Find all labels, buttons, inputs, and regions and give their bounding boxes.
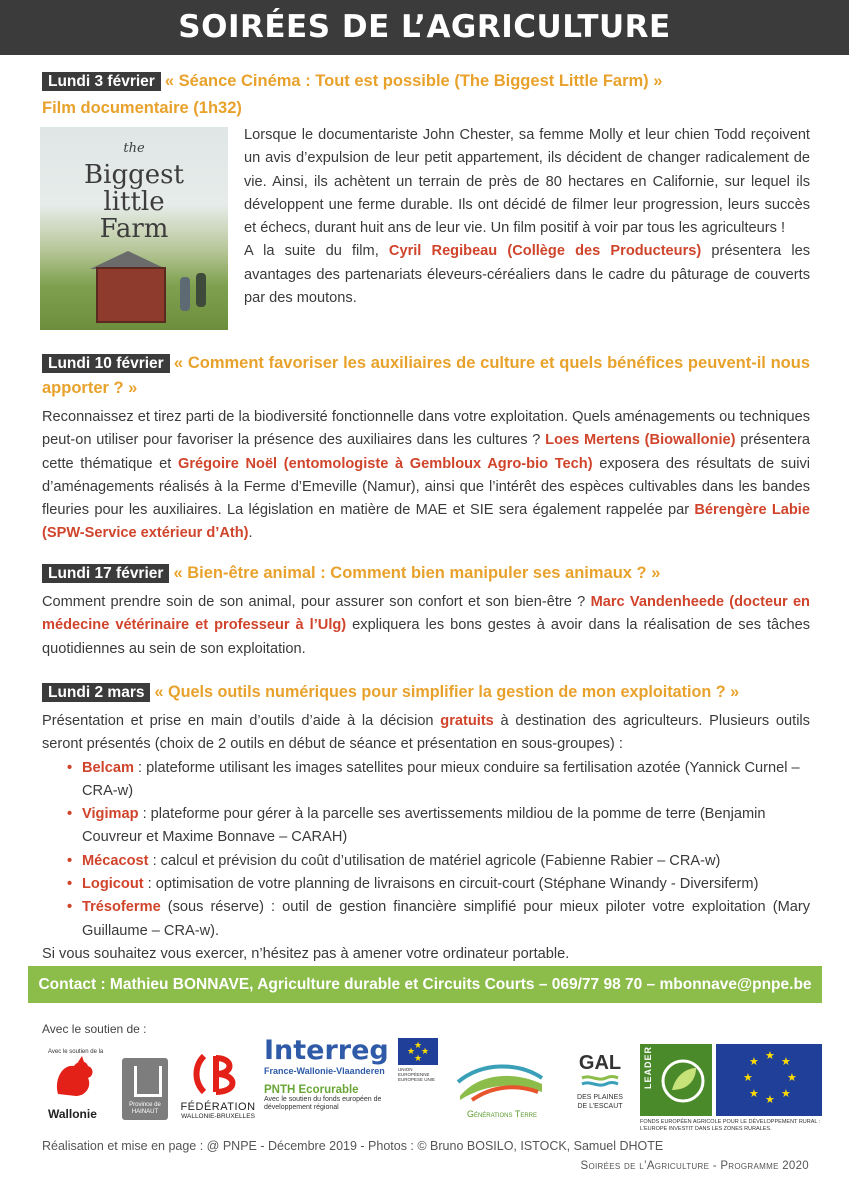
interreg-logo: Interreg ★ ★ ★ ★ France-Wallonie-Vlaanderen UNION EUROPÉENNE EUROPESE UNIE PNTH Ecorurable Avec le soutien du fonds européen de développement régional: [264, 1036, 440, 1132]
feader-caption: FONDS EUROPÉEN AGRICOLE POUR LE DÉVELOPPEMENT RURAL : L’EUROPE INVESTIT DANS LES ZONES RURALES.: [640, 1119, 821, 1132]
list-item: • Belcam : plateforme utilisant les images satellites pour mieux conduire sa fertilisation azotée (Yannick Curnel – CRA-w): [82, 757, 810, 804]
date-label: Lundi 3 février: [42, 72, 161, 91]
section-outils: [42, 680, 810, 966]
section-title: « Bien-être animal : Comment bien manipuler ses animaux ? »: [173, 564, 661, 582]
contact-bar: Contact : Mathieu BONNAVE, Agriculture durable et Circuits Courts – 069/77 98 70 – mbonnave@pnpe.be: [28, 966, 822, 1003]
movie-poster: [40, 127, 228, 330]
page-title: SOIRÉES DE L’AGRICULTURE: [0, 0, 849, 55]
poster-title-line: Farm: [99, 214, 169, 244]
landscape-icon: [452, 1052, 548, 1104]
paragraph: Lorsque le documentariste John Chester, sa femme Molly et leur chien Todd reçoivent un avis d’expulsion de leur petit appartement, ils décident de changer radicalement de vie. Ainsi, ils achètent un terrain de près de 80 hectares en Californie, sur lequel ils développent une ferme durable. Ils ont décidé de filmer leur progression, leurs succès et échecs, durant huit ans de leur vie. Un film positif à voir par tous les agriculteurs !: [244, 127, 810, 237]
rooster-icon: [48, 1056, 100, 1102]
tools-list: [42, 757, 810, 943]
wallonie-logo: Avec le soutien de la Wallonie: [48, 1049, 104, 1121]
paragraph: A la suite du film, Cyril Regibeau (Collège des Producteurs) présentera les avantages des partenariats éleveurs-céréaliers dans le cadre du pâturage de couverts par des moutons.: [244, 243, 810, 307]
credits-line: Réalisation et mise en page : @ PNPE - Décembre 2019 - Photos : © Bruno BOSILO, ISTOCK, Samuel DHOTE: [42, 1139, 664, 1153]
speaker-name: Loes Mertens (Biowallonie): [545, 432, 736, 449]
fwb-mark-icon: [190, 1052, 246, 1096]
section-title: « Comment favoriser les auxiliaires de culture et quels bénéfices peuvent-il nous apporter ? »: [42, 354, 810, 397]
eu-flag-icon: ★ ★ ★ ★ ★ ★ ★ ★: [716, 1044, 822, 1116]
speaker-name: Grégoire Noël (entomologiste à Gembloux Agro-bio Tech): [178, 455, 593, 472]
section-cinema-text: [244, 124, 810, 310]
program-line: Soirées de l’Agriculture - Programme 2020: [580, 1160, 809, 1172]
closing-note: Si vous souhaitez vous exercer, n’hésitez pas à amener votre ordinateur portable.: [42, 945, 570, 962]
support-label: Avec le soutien de :: [42, 1022, 147, 1036]
federation-logo: FÉDÉRATION WALLONIE-BRUXELLES: [180, 1052, 256, 1124]
barn-shape: [96, 267, 166, 323]
poster-title-line: little: [103, 187, 165, 217]
speaker-name: Bérengère Labie (SPW-Service extérieur d’Ath): [42, 502, 810, 542]
paragraph: Présentation et prise en main d’outils d’aide à la décision gratuits à destination des agriculteurs. Plusieurs outils seront présentés (choix de 2 outils en début de séance et présentation en sous-groupes) :: [42, 713, 810, 753]
date-label: Lundi 17 février: [42, 564, 169, 583]
list-item: • Logicout : optimisation de votre planning de livraisons en circuit-court (Stéphane Winandy - Diversiferm): [82, 873, 810, 896]
leader-logo: LEADER: [640, 1044, 712, 1116]
gal-logo: GAL DES PLAINES DE L’ESCAUT: [577, 1052, 623, 1110]
leaf-icon: [658, 1056, 708, 1106]
section-bien-etre: [42, 561, 810, 661]
section-title: « Quels outils numériques pour simplifier la gestion de mon exploitation ? »: [154, 683, 740, 701]
list-item: • Mécacost : calcul et prévision du coût d’utilisation de matériel agricole (Fabienne Rabier – CRA-w): [82, 850, 810, 873]
section-auxiliaires: [42, 352, 810, 546]
waves-icon: [580, 1074, 620, 1088]
hainaut-logo: Province de HAINAUT: [122, 1058, 168, 1120]
speaker-name: Cyril Regibeau (Collège des Producteurs): [388, 243, 702, 260]
eu-flag-icon: ★ ★ ★ ★: [398, 1038, 438, 1065]
person-figure: [196, 273, 206, 307]
speaker-name: Marc Vandenheede (docteur en médecine vétérinaire et professeur à l’Ulg): [42, 594, 810, 634]
date-label: Lundi 2 mars: [42, 683, 150, 702]
person-figure: [180, 277, 190, 311]
poster-title-line: the: [123, 141, 145, 156]
section-subtitle: Film documentaire (1h32): [42, 99, 242, 117]
section-title: « Séance Cinéma : Tout est possible (The Biggest Little Farm) »: [164, 72, 663, 90]
section-cinema: [42, 68, 810, 121]
paragraph: Comment prendre soin de son animal, pour assurer son confort et son bien-être ? Marc Vandenheede (docteur en médecine vétérinaire et professeur à l’Ulg) expliquera les bons gestes à avoir dans la réalisation de ses tâches quotidiennes au sein de son exploitation.: [42, 594, 811, 657]
date-label: Lundi 10 février: [42, 354, 170, 373]
list-item: • Trésoferme (sous réserve) : outil de gestion financière simplifié pour mieux piloter votre exploitation (Mary Guillaume – CRA-w).: [82, 896, 810, 943]
list-item: • Vigimap : plateforme pour gérer à la parcelle ses avertissements mildiou de la pomme de terre (Benjamin Couvreur et Maxime Bonnave – CARAH): [82, 803, 810, 850]
highlight-word: gratuits: [440, 713, 494, 729]
paragraph: Reconnaissez et tirez parti de la biodiversité fonctionnelle dans votre exploitation. Quels aménagements ou techniques peut-on utiliser pour favoriser la présence des auxiliaires dans les cultures ? Loes Mertens (Biowallonie) présentera cette thématique et Grégoire Noël (entomologiste à Gembloux Agro-bio Tech) exposera des résultats de suivi d’aménagements réalisés à la Ferme d’Emeville (Namur), ainsi que l’intérêt des espèces cultivables dans les bandes fleuries pour les auxiliaires. La législation en matière de MAE et SIE sera également rappelée par Bérengère Labie (SPW-Service extérieur d’Ath).: [42, 409, 811, 542]
generations-terre-logo: Générations Terre: [452, 1052, 552, 1124]
poster-title-line: Biggest: [84, 160, 184, 190]
